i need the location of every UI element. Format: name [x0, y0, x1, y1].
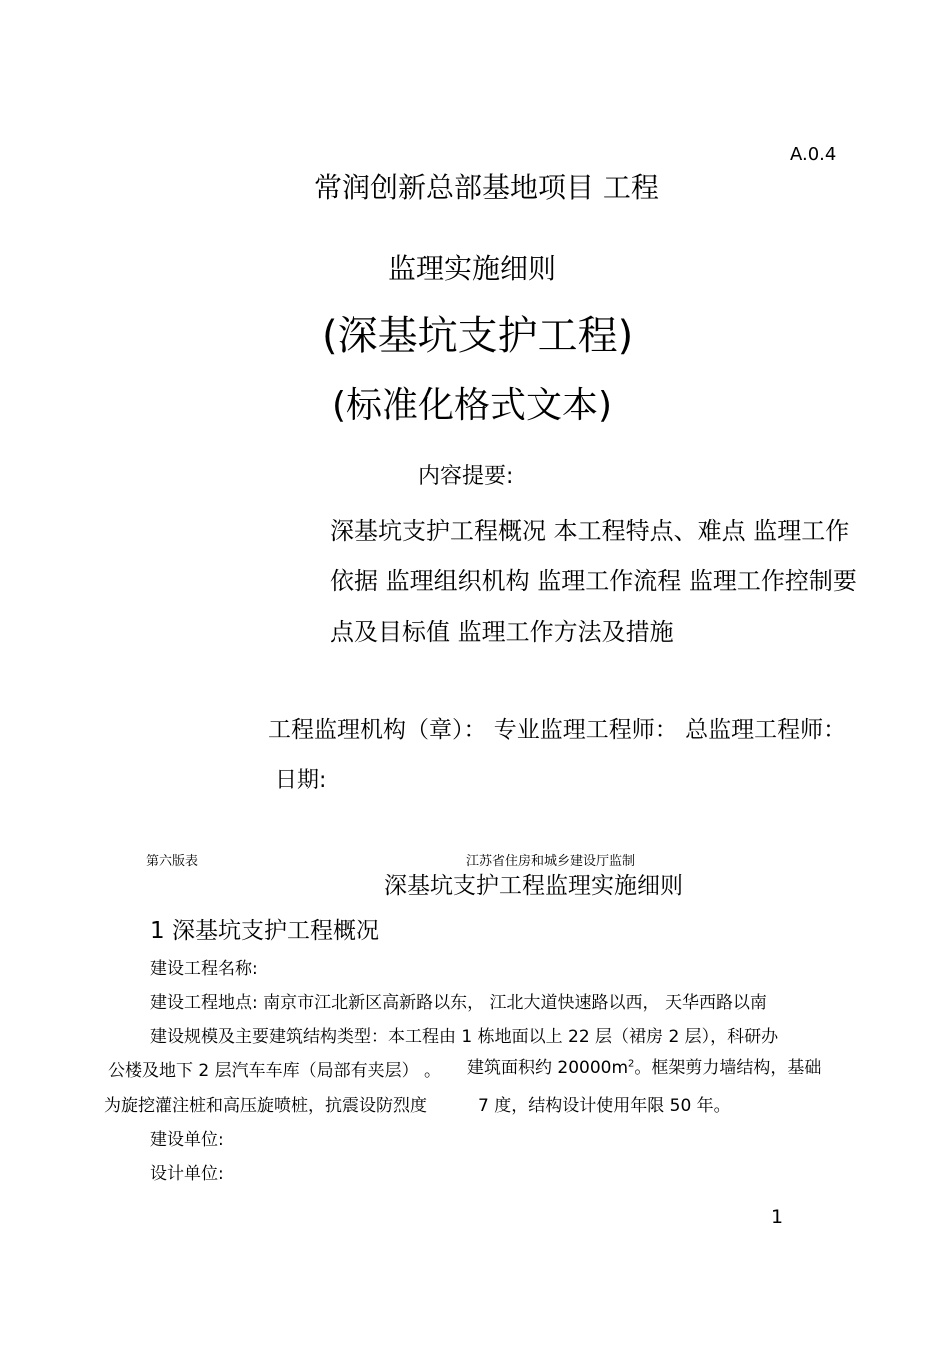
subtitle-deep-foundation: (深基坑支护工程)	[322, 313, 634, 359]
summary-line: 依据 监理组织机构 监理工作流程 监理工作控制要	[330, 567, 857, 595]
summary-line: 深基坑支护工程概况 本工程特点、难点 监理工作	[330, 517, 850, 545]
signature-line: 工程监理机构（章）： 专业监理工程师： 总监理工程师：	[268, 717, 847, 743]
floor-area-value: 建筑面积约 20000m	[467, 1058, 629, 1078]
designer-field: 设计单位:	[150, 1164, 224, 1184]
scale-description-line: 为旋挖灌注桩和高压旋喷桩，抗震设防烈度	[104, 1096, 427, 1116]
page-number: 1	[771, 1206, 784, 1228]
body-title: 深基坑支护工程监理实施细则	[384, 873, 683, 899]
summary-label: 内容提要:	[418, 464, 514, 489]
authority-label: 江苏省住房和城乡建设厅监制	[466, 854, 636, 869]
date-label: 日期:	[275, 768, 327, 793]
floor-area-text	[467, 1060, 821, 1077]
section-heading: 1 深基坑支护工程概况	[150, 918, 379, 944]
seismic-design-text: 7 度，结构设计使用年限 50 年。	[478, 1096, 731, 1116]
project-name-field: 建设工程名称:	[150, 959, 258, 979]
edition-label: 第六版表	[146, 854, 199, 869]
summary-line: 点及目标值 监理工作方法及措施	[330, 618, 674, 646]
project-location-field: 建设工程地点: 南京市江北新区高新路以东， 江北大道快速路以西， 天华西路以南	[150, 993, 767, 1013]
subtitle-standard-format: (标准化格式文本)	[332, 385, 613, 426]
owner-field: 建设单位:	[150, 1130, 224, 1150]
form-code: A.0.4	[790, 144, 837, 165]
superscript: 2	[628, 1058, 635, 1070]
structure-type-text: 。框架剪力墙结构，基础	[634, 1058, 822, 1078]
document-title: 监理实施细则	[388, 252, 557, 285]
scale-description-line: 建设规模及主要建筑结构类型：本工程由 1 栋地面以上 22 层（裙房 2 层），科研办	[150, 1027, 779, 1047]
project-title: 常润创新总部基地项目 工程	[314, 171, 659, 204]
scale-description-line: 公楼及地下 2 层汽车车库（局部有夹层） 。	[108, 1061, 442, 1081]
